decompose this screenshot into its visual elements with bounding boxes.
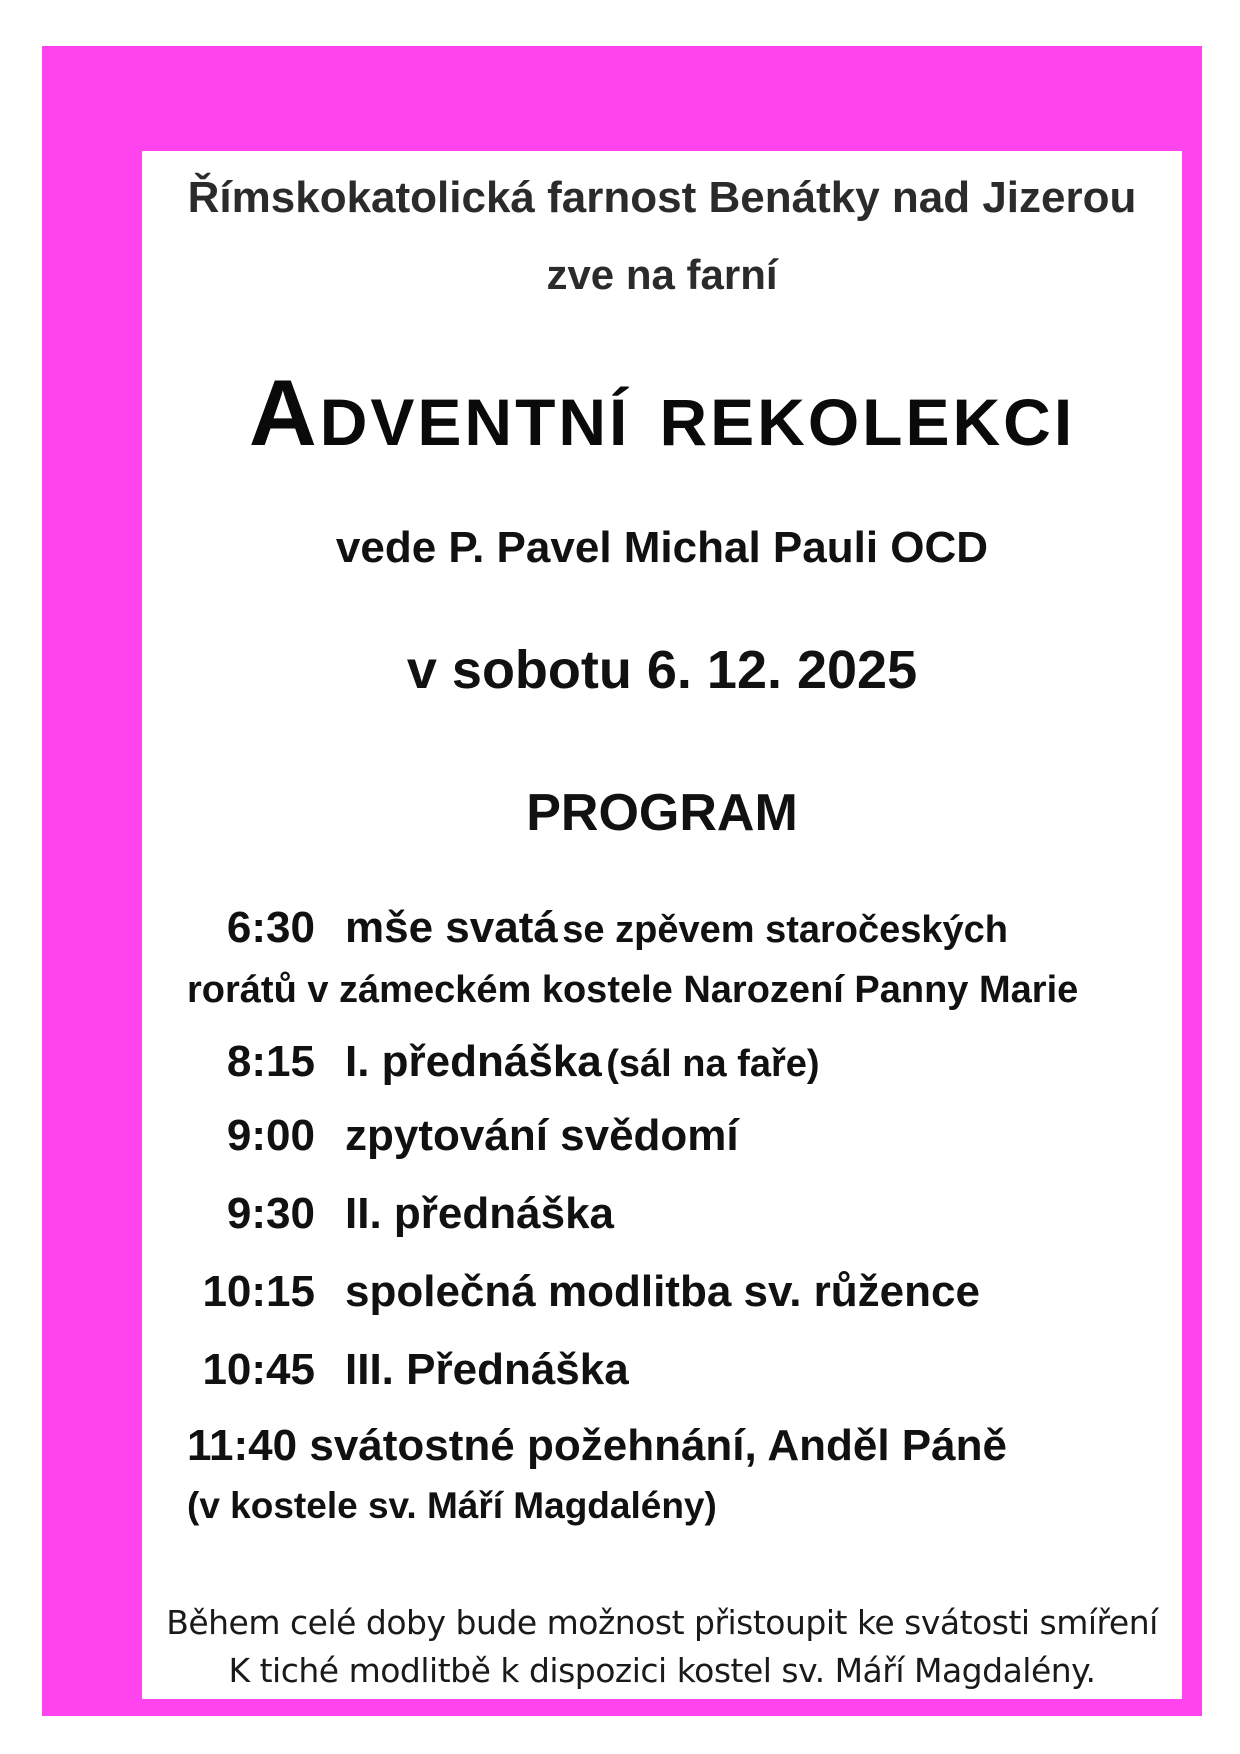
program-detail: se zpěvem staročeských [562, 909, 1009, 951]
poster-sheet [142, 151, 1182, 1699]
poster-title: Adventní rekolekci [248, 360, 1076, 465]
footer-note: Během celé doby bude možnost přistoupit ke svátosti smíření [166, 1603, 1158, 1642]
program-time: 9:00 [226, 1111, 315, 1160]
program-item [187, 1111, 739, 1161]
program-item-continuation: (v kostele sv. Máří Magdalény) [187, 1485, 717, 1526]
program-label: I. přednáška [345, 1037, 602, 1086]
footer-note: K tiché modlitbě k dispozici kostel sv. Máří Magdalény. [228, 1651, 1096, 1690]
program-label: zpytování svědomí [345, 1111, 739, 1160]
program-time: 8:15 [226, 1037, 315, 1086]
program-label: mše svatá [345, 903, 558, 952]
pink-border-frame [42, 46, 1202, 1716]
invite-line: zve na farní [546, 251, 778, 298]
program-item [187, 1037, 820, 1087]
program-time: 10:45 [202, 1345, 315, 1394]
program-label: svátostné požehnání, Anděl Páně [309, 1421, 1007, 1470]
program-time: 11:40 [187, 1421, 298, 1470]
program-time: 10:15 [202, 1267, 315, 1316]
program-item [187, 1421, 1007, 1471]
program-label: společná modlitba sv. růžence [345, 1267, 980, 1316]
program-item-continuation: rorátů v zámeckém kostele Narození Panny Marie [187, 969, 1079, 1011]
leader-line: vede P. Pavel Michal Pauli OCD [335, 523, 989, 572]
program-label: III. Přednáška [345, 1345, 629, 1394]
program-item [187, 1267, 980, 1317]
program-item [187, 1189, 614, 1239]
program-item [187, 903, 1008, 953]
program-heading: PROGRAM [526, 784, 798, 842]
program-time: 9:30 [226, 1189, 315, 1238]
event-date: v sobotu 6. 12. 2025 [406, 640, 918, 700]
program-label: II. přednáška [345, 1189, 615, 1238]
program-time: 6:30 [226, 903, 315, 952]
parish-name: Římskokatolická farnost Benátky nad Jizerou [187, 173, 1137, 222]
program-item [187, 1345, 629, 1395]
program-detail: (sál na faře) [606, 1043, 820, 1085]
